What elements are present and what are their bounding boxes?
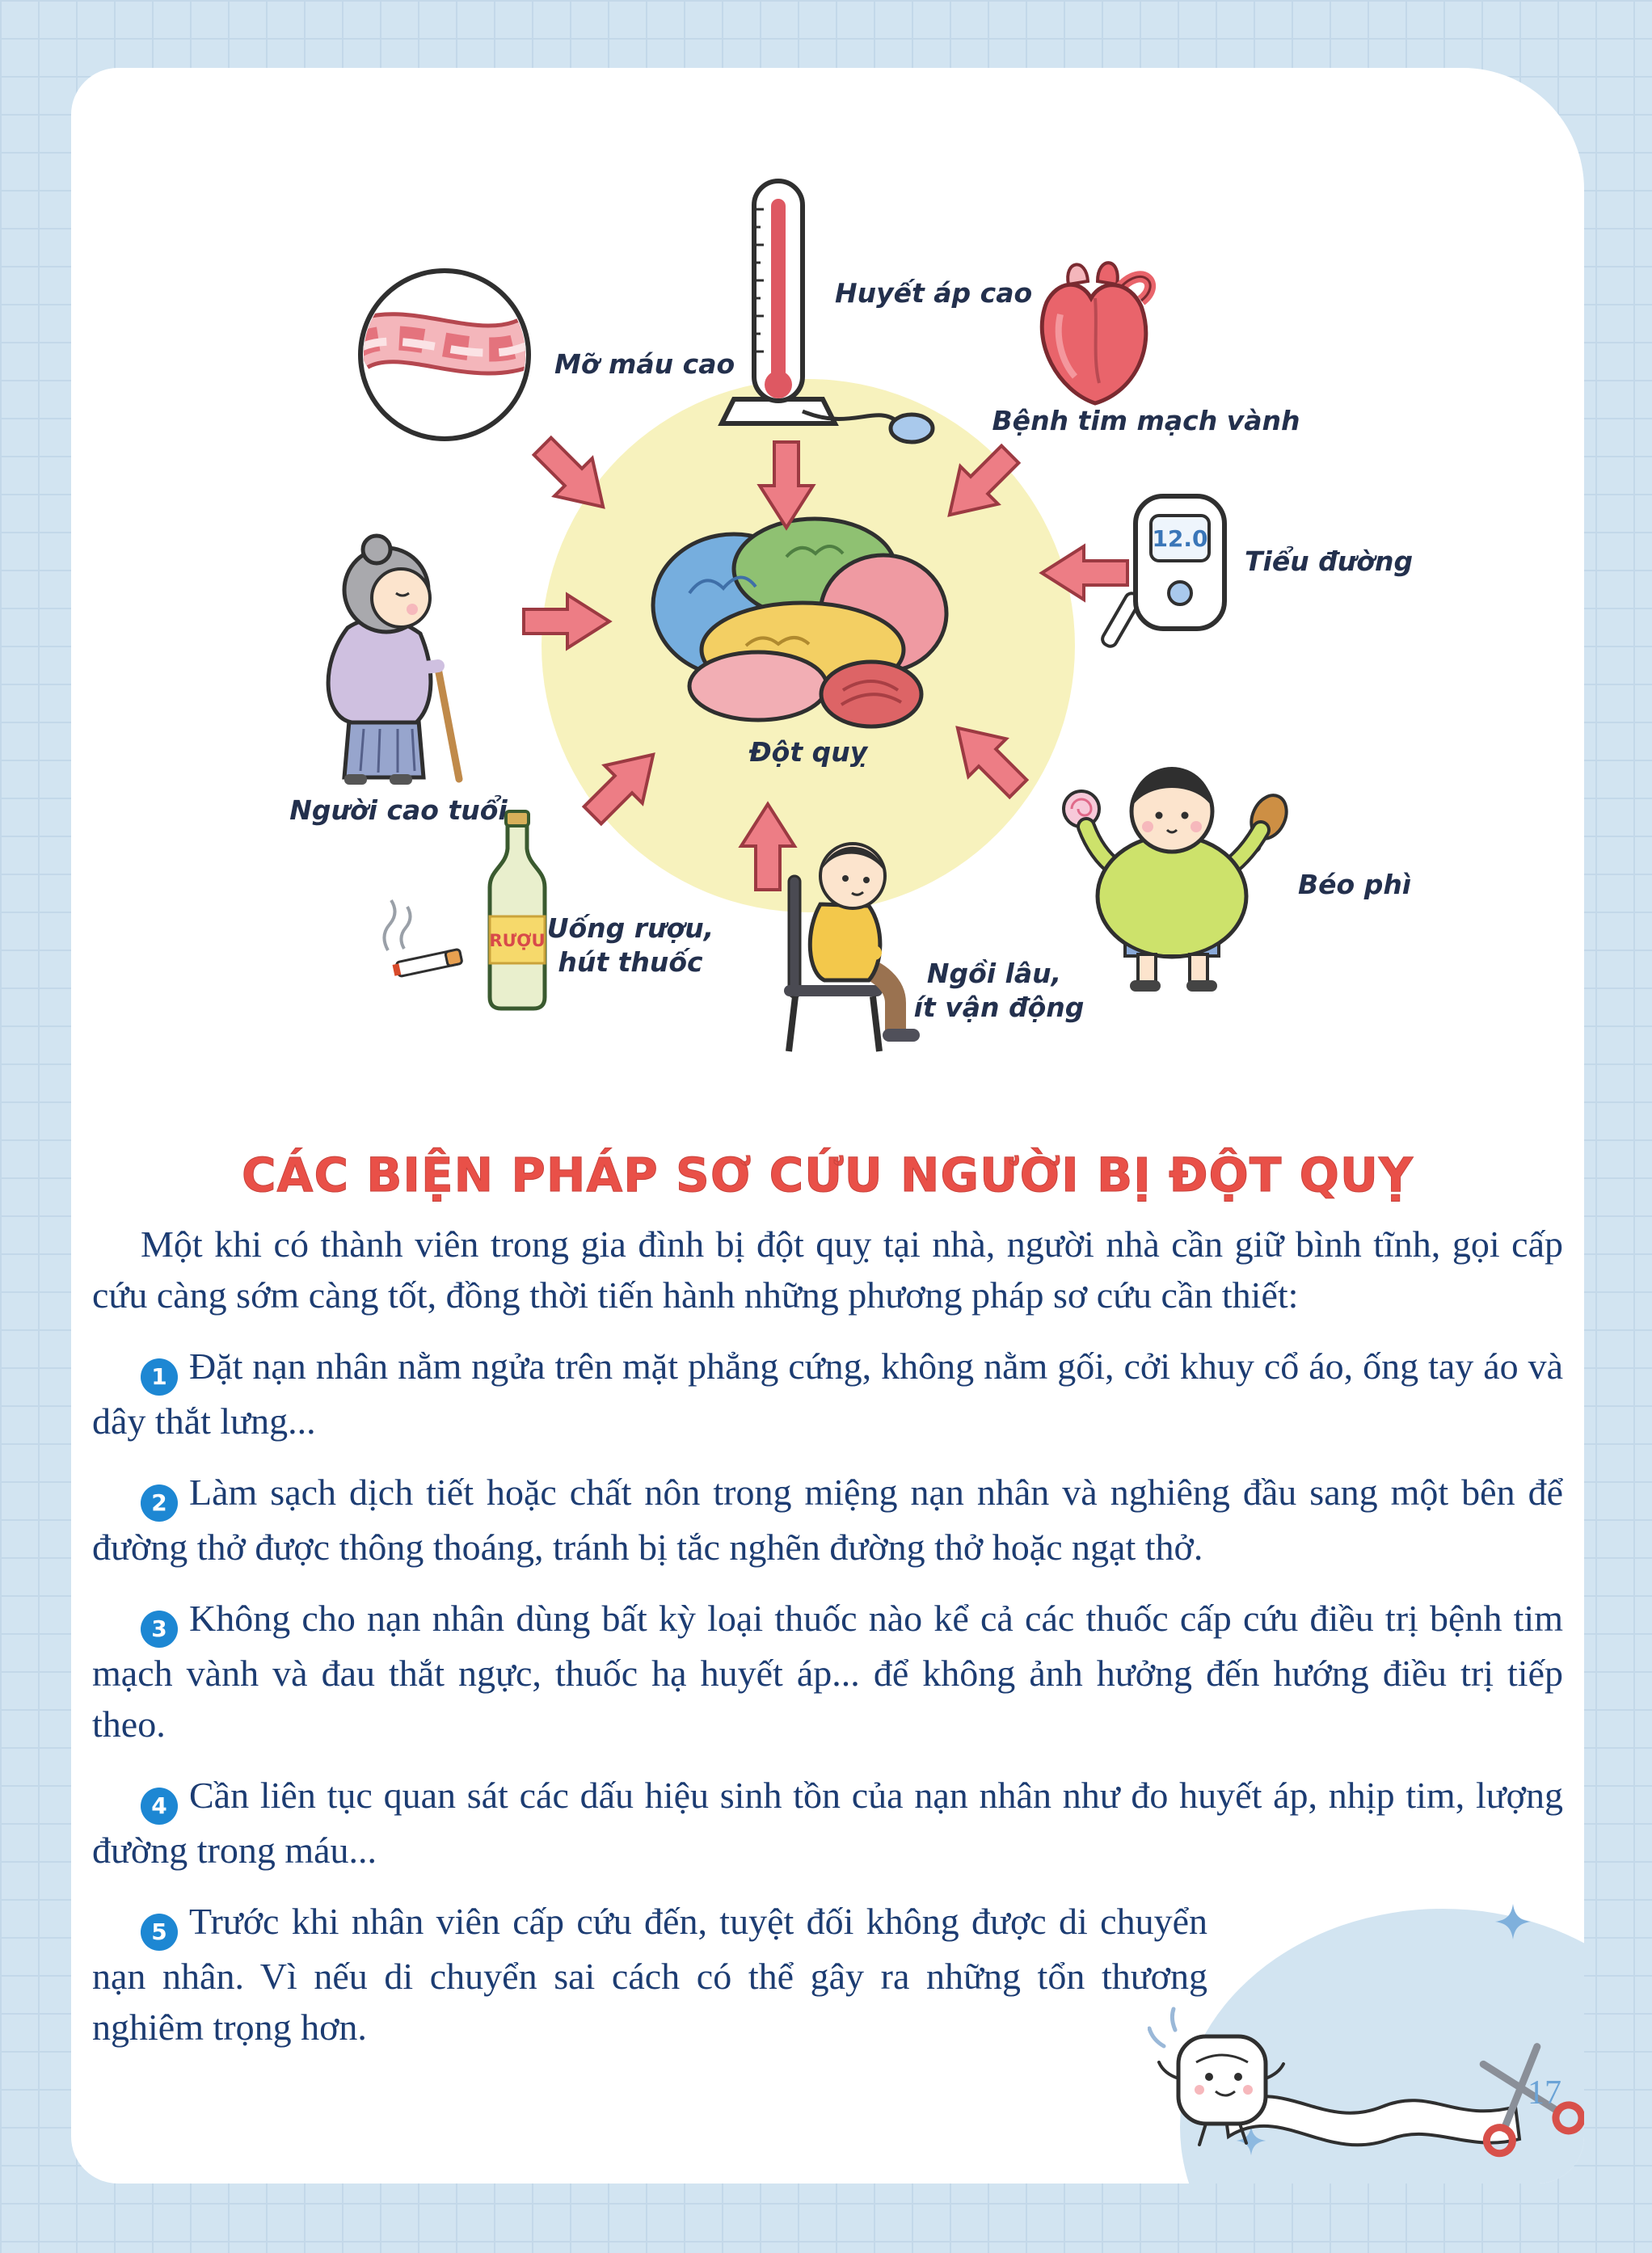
glucose-reading: 12.0: [1152, 525, 1208, 552]
step-2-text: Làm sạch dịch tiết hoặc chất nôn trong miệng nạn nhân và nghiêng đầu sang một bên để đường thở được thông thoáng, tránh bị tắc nghẽn đường thở hoặc ngạt thở.: [92, 1471, 1563, 1569]
artery-icon: [356, 271, 535, 439]
step-1-text: Đặt nạn nhân nằm ngửa trên mặt phẳng cứng, không nằm gối, cởi khuy cổ áo, ống tay áo và dây thắt lưng...: [92, 1345, 1563, 1442]
factor-label-alcohol-line2: hút thuốc: [558, 946, 703, 978]
factor-label-elderly: Người cao tuổi: [289, 794, 508, 826]
factor-label-coronary-heart-disease: Bệnh tim mạch vành: [992, 405, 1300, 436]
step-3: [92, 1593, 1563, 1750]
step-4: [92, 1770, 1563, 1876]
sparkle-icon: [1494, 1902, 1532, 1941]
factor-label-high-cholesterol: Mỡ máu cao: [554, 348, 735, 380]
factor-label-high-blood-pressure: Huyết áp cao: [835, 277, 1033, 309]
stroke-risk-diagram: [71, 68, 1584, 1118]
factor-label-sedentary-line1: Ngồi lâu,: [926, 958, 1062, 989]
step-3-text: Không cho nạn nhân dùng bất kỳ loại thuốc nào kể cả các thuốc cấp cứu điều trị bệnh tim mạch vành và đau thắt ngực, thuốc hạ huyết áp... để không ảnh hưởng đến hướng điều trị tiếp theo.: [92, 1597, 1563, 1746]
step-2-number: 2: [141, 1484, 178, 1522]
page-number: 17: [1528, 2074, 1561, 2112]
step-1-number: 1: [141, 1358, 178, 1396]
step-1: [92, 1341, 1563, 1447]
alcohol-cigarette-icon: [384, 811, 545, 1009]
obese-child-illustration: [1064, 767, 1293, 992]
step-2: [92, 1467, 1563, 1573]
intro-paragraph: Một khi có thành viên trong gia đình bị đột quỵ tại nhà, người nhà cần giữ bình tĩnh, gọi cấp cứu càng sớm càng tốt, đồng thời tiến hành những phương pháp sơ cứu cần thiết:: [92, 1223, 1563, 1316]
bandage-roll-mascot: [1148, 1941, 1584, 2184]
step-5-text: Trước khi nhân viên cấp cứu đến, tuyệt đối không được di chuyển nạn nhân. Vì nếu di chuyển sai cách có thể gây ra những tổn thương nghiêm trọng hơn.: [92, 1900, 1207, 2049]
center-label: Đột quỵ: [748, 736, 868, 768]
step-4-text: Cần liên tục quan sát các dấu hiệu sinh tồn của nạn nhân như đo huyết áp, nhịp tim, lượng đường trong máu...: [92, 1774, 1563, 1872]
step-5-number: 5: [141, 1914, 178, 1951]
factor-label-diabetes: Tiểu đường: [1245, 545, 1414, 577]
step-4-number: 4: [141, 1788, 178, 1825]
elderly-woman-illustration: [328, 536, 459, 785]
factor-label-alcohol-line1: Uống rượu,: [546, 912, 714, 944]
step-3-number: 3: [141, 1611, 178, 1648]
bottle-label: RƯỢU: [489, 931, 546, 950]
content-card: [71, 68, 1584, 2184]
heart-icon: [1042, 263, 1150, 403]
factor-label-obesity: Béo phì: [1298, 869, 1412, 900]
factor-label-sedentary-line2: ít vận động: [913, 992, 1085, 1023]
section-title: CÁC BIỆN PHÁP SƠ CỨU NGƯỜI BỊ ĐỘT QUỴ: [241, 1148, 1414, 1202]
